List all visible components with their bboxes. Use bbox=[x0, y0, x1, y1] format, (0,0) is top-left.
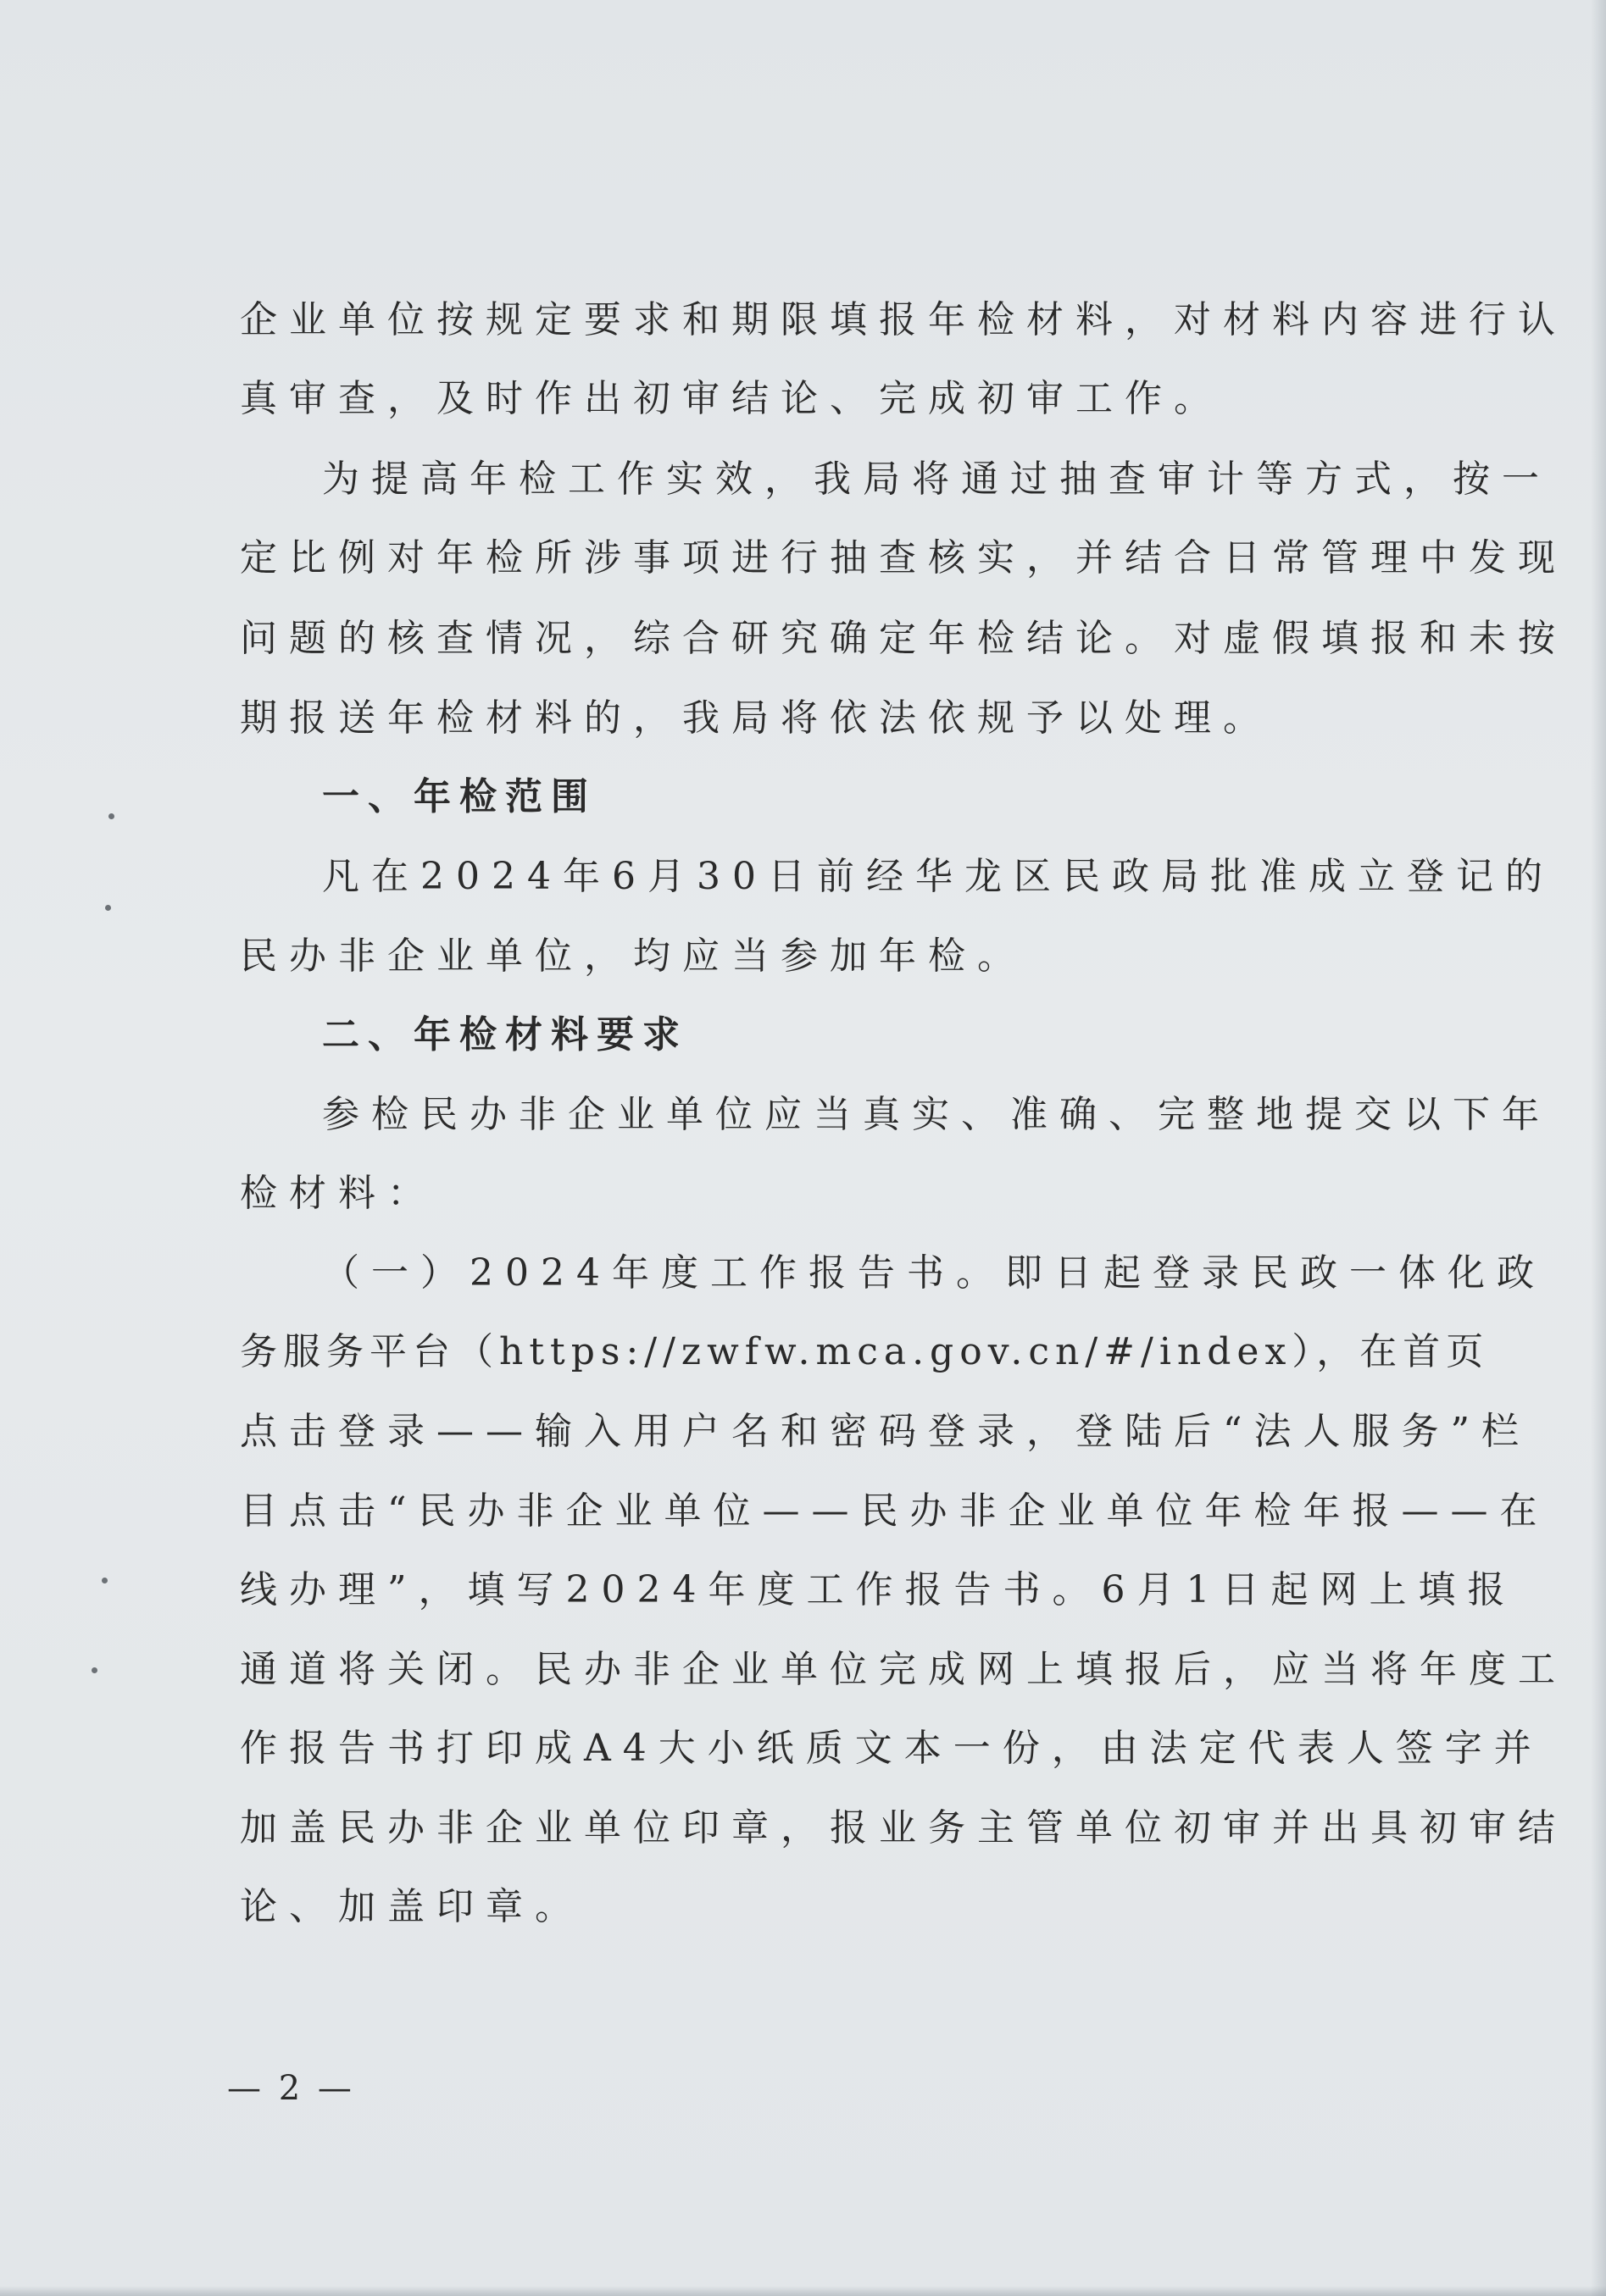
paragraph-line: 真审查，及时作出初审结论、完成初审工作。 bbox=[240, 377, 1223, 420]
section-heading-materials: 二、年检材料要求 bbox=[322, 1013, 688, 1056]
paragraph-line: 定比例对年检所涉事项进行抽查核实，并结合日常管理中发现 bbox=[240, 536, 1567, 580]
paragraph-line: 问题的核查情况，综合研究确定年检结论。对虚假填报和未按 bbox=[240, 617, 1567, 660]
paragraph-line: 为提高年检工作实效，我局将通过抽查审计等方式，按一 bbox=[322, 458, 1551, 501]
punch-hole-mark bbox=[92, 1667, 97, 1673]
paragraph-line: 民办非企业单位，均应当参加年检。 bbox=[240, 934, 1026, 978]
section-heading-scope: 一、年检范围 bbox=[322, 775, 597, 818]
paragraph-line: 务服务平台（https://zwfw.mca.gov.cn/#/index），在首页 bbox=[240, 1330, 1490, 1373]
paragraph-line: 企业单位按规定要求和期限填报年检材料，对材料内容进行认 bbox=[240, 298, 1567, 341]
page-number: — 2 — bbox=[227, 2069, 355, 2108]
punch-hole-mark bbox=[105, 905, 111, 911]
paragraph-line: （一）2024年度工作报告书。即日起登录民政一体化政 bbox=[322, 1251, 1546, 1295]
paragraph-line: 检材料： bbox=[240, 1172, 436, 1215]
paragraph-line: 参检民办非企业单位应当真实、准确、完整地提交以下年 bbox=[322, 1093, 1551, 1136]
page-edge-shadow bbox=[1591, 0, 1606, 2296]
paragraph-line: 期报送年检材料的，我局将依法依规予以处理。 bbox=[240, 696, 1272, 740]
punch-hole-mark bbox=[108, 813, 114, 819]
page-bottom-shadow bbox=[0, 2286, 1606, 2296]
paragraph-line: 点击登录——输入用户名和密码登录，登陆后“法人服务”栏 bbox=[240, 1410, 1531, 1453]
paragraph-line: 凡在2024年6月30日前经华龙区民政局批准成立登记的 bbox=[322, 855, 1554, 898]
paragraph-line: 论、加盖印章。 bbox=[240, 1885, 584, 1928]
paragraph-line: 作报告书打印成A4大小纸质文本一份，由法定代表人签字并 bbox=[240, 1727, 1543, 1770]
paragraph-line: 通道将关闭。民办非企业单位完成网上填报后，应当将年度工 bbox=[240, 1648, 1567, 1691]
paragraph-line: 线办理”，填写2024年度工作报告书。6月1日起网上填报 bbox=[240, 1568, 1517, 1611]
punch-hole-mark bbox=[102, 1578, 108, 1583]
paragraph-line: 目点击“民办非企业单位——民办非企业单位年检年报——在 bbox=[240, 1489, 1549, 1533]
paragraph-line: 加盖民办非企业单位印章，报业务主管单位初审并出具初审结 bbox=[240, 1806, 1567, 1850]
